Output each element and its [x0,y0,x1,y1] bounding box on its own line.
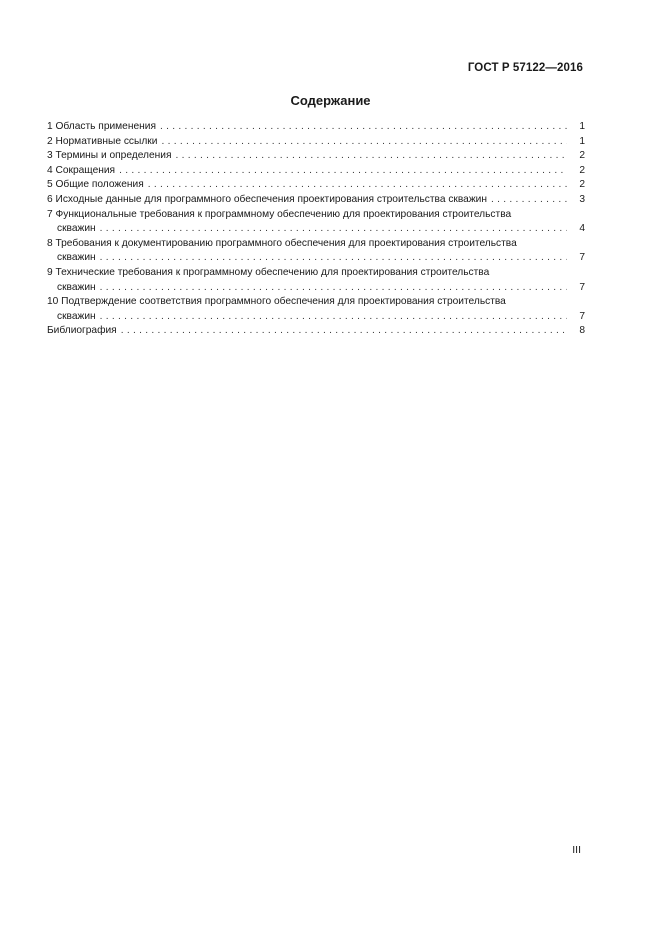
toc-entry-page: 3 [579,193,585,205]
dot-leader [175,149,567,164]
toc-entry-text-continued: скважин [57,223,96,235]
dot-leader [119,164,567,179]
toc-entry-text: 7 Функциональные требования к программному обеспечению для проектирования строительства [47,208,512,220]
toc-entry[interactable] [47,178,585,193]
page-number: III [572,844,581,856]
table-of-contents [47,120,585,339]
toc-entry-text-continued: скважин [57,310,96,322]
toc-entry-page: 7 [579,281,585,293]
toc-entry-page: 4 [579,223,585,235]
toc-entry-page: 1 [579,121,585,132]
dot-leader [100,281,567,296]
dot-leader [148,178,567,193]
toc-entry-text: Библиография [47,325,117,337]
toc-entry-text: 4 Сокращения [47,164,116,176]
toc-entry-text: 8 Требования к документированию программного обеспечения для проектирования строительства [47,237,517,249]
toc-entry-page: 7 [579,252,585,264]
toc-entry[interactable] [47,295,585,324]
toc-entry[interactable] [47,164,585,179]
dot-leader [491,193,567,208]
toc-entry[interactable] [47,149,585,164]
toc-entry[interactable] [47,120,585,135]
toc-entry[interactable] [47,266,585,295]
toc-entry-text: 9 Технические требования к программному обеспечению для проектирования строительства [47,266,490,278]
toc-entry[interactable] [47,208,585,237]
toc-entry-page: 8 [579,325,585,337]
toc-entry-text: 10 Подтверждение соответствия программного обеспечения для проектирования строительства [47,296,506,308]
toc-title: Содержание [290,93,371,108]
toc-entry-text-continued: скважин [57,252,96,264]
toc-entry[interactable] [47,237,585,266]
dot-leader [100,251,567,266]
toc-entry-page: 7 [579,310,585,322]
dot-leader [100,310,567,325]
toc-entry-text: 2 Нормативные ссылки [47,135,158,147]
dot-leader [121,324,567,339]
dot-leader [161,135,567,150]
toc-entry-page: 2 [579,179,585,191]
toc-entry[interactable] [47,135,585,150]
document-code: ГОСТ Р 57122—2016 [467,62,583,74]
toc-entry-page: 1 [579,135,585,147]
dot-leader [100,222,567,237]
toc-entry-text: 1 Область применения [47,121,156,132]
toc-entry-text-continued: скважин [57,281,96,293]
toc-entry-page: 2 [579,150,585,162]
dot-leader [160,120,567,135]
toc-entry-page: 2 [579,164,585,176]
toc-entry-text: 5 Общие положения [47,179,144,191]
toc-entry[interactable] [47,193,585,208]
toc-entry[interactable] [47,324,585,339]
toc-entry-text: 6 Исходные данные для программного обеспечения проектирования строительства скважин [47,193,487,205]
toc-entry-text: 3 Термины и определения [47,150,172,162]
